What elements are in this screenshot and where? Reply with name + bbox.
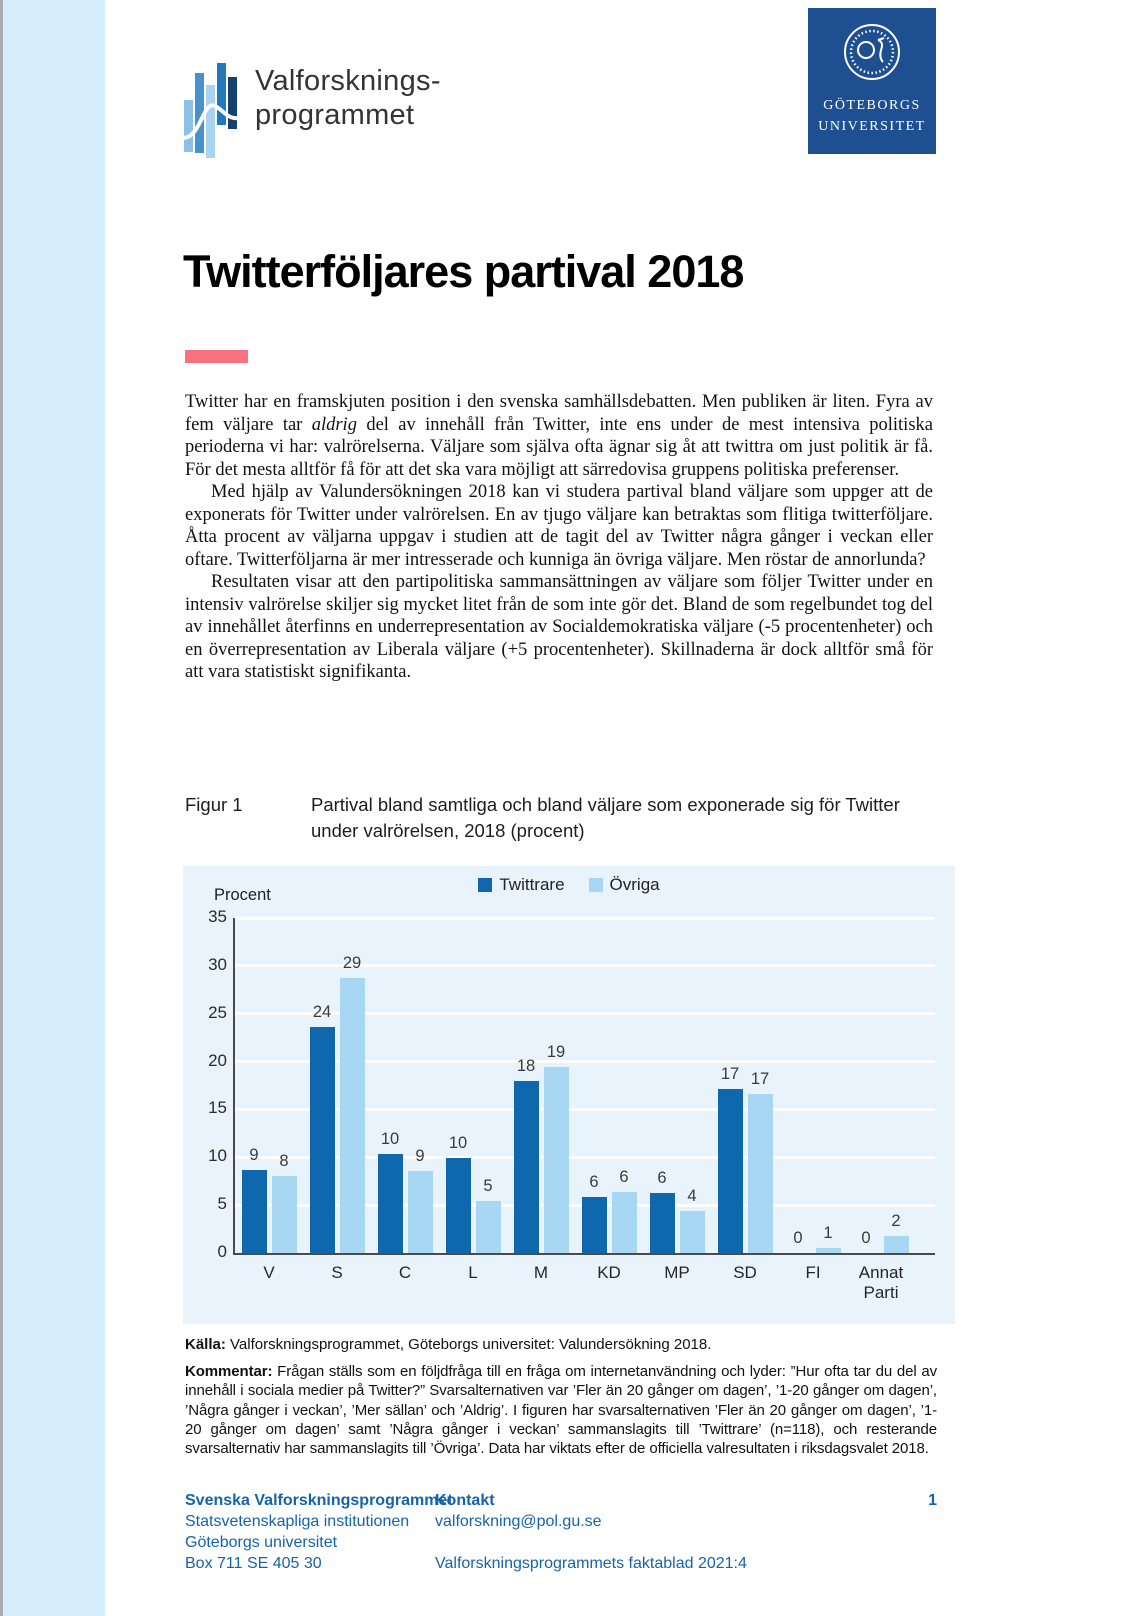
footer-org-university: Göteborgs universitet <box>185 1534 338 1551</box>
bar-twittrare-kd <box>582 1172 607 1253</box>
bar-groups <box>235 918 915 1253</box>
x-tick-kd: KD <box>597 1263 621 1282</box>
bar-övriga-kd <box>612 1167 637 1253</box>
y-tick-10: 10 <box>208 1146 227 1166</box>
bar-value-label: 24 <box>312 1003 332 1022</box>
bar-value-label: 19 <box>546 1043 566 1062</box>
x-tick-l: L <box>468 1263 478 1282</box>
bar-value-label: 17 <box>750 1070 770 1089</box>
bar-value-label: 2 <box>891 1211 901 1230</box>
comment-label: Kommentar: <box>185 1363 273 1380</box>
bar-value-label: 29 <box>342 954 362 973</box>
footer-organisation <box>185 1490 453 1574</box>
footer-contact-email[interactable]: valforskning@pol.gu.se <box>435 1513 602 1530</box>
bar-group-sd <box>711 918 779 1253</box>
paragraph-1-rest: del av innehåll från Twitter, inte ens under de mest intensiva politiska perioderna vi har: valrörelserna. Väljare som själva ofta ägnar sig åt att twittra om just politik är få. För det mesta alltför få för att det ska vara möjligt att särredovisa gruppens politiska preferenser. <box>185 414 933 480</box>
x-axis-line <box>233 1253 935 1255</box>
bar-övriga-c <box>408 1146 433 1253</box>
footer-spacer <box>435 1532 901 1553</box>
bar-chart-logo-icon <box>183 60 241 164</box>
bar-övriga-m <box>544 1043 569 1253</box>
footer-org-dept: Statsvetenskapliga institutionen <box>185 1513 410 1530</box>
comment-note <box>185 1362 937 1458</box>
page-title: Twitterföljares partival 2018 <box>183 246 744 297</box>
chart-legend <box>183 875 955 895</box>
y-tick-30: 30 <box>208 954 227 974</box>
university-name-line1: GÖTEBORGS <box>823 98 921 113</box>
bar-group-l <box>439 918 507 1253</box>
paragraph-1-italic: aldrig <box>311 414 357 435</box>
paragraph-2: Med hjälp av Valundersökningen 2018 kan vi studera partival bland väljare som uppger att de exponerats för Twitter under valrörelsen. En av tjugo väljare kan betraktas som flitiga twitterföljare. Åtta procent av väljarna uppgav i studien att de tagit del av Twitter några gånger i veckan eller oftare. Twitterföljarna är mer intresserade och kunniga än övriga väljare. Men röstar de annorlunda? <box>185 482 933 570</box>
article-body <box>185 391 933 684</box>
figure-label: Figur 1 <box>185 794 243 815</box>
paragraph-1-text: Twitter har en framskjuten position i den svenska samhällsdebatten. Men publiken är liten. Fyra av fem väljare tar <box>185 392 933 435</box>
bar-value-label: 6 <box>619 1167 629 1186</box>
x-tick-fi: FI <box>805 1263 821 1282</box>
page-left-margin-strip <box>0 0 105 1616</box>
bar-group-mp <box>643 918 711 1253</box>
footer-contact-label: Kontakt <box>435 1492 495 1509</box>
bar-övriga-l <box>476 1177 501 1253</box>
legend-item-övriga <box>589 875 660 895</box>
page-footer <box>185 1490 937 1574</box>
footer-org-address: Box 711 SE 405 30 <box>185 1555 322 1572</box>
brand-name-line2: programmet <box>255 99 415 131</box>
x-tick-m: M <box>533 1263 549 1282</box>
bar-övriga-sd <box>748 1070 773 1253</box>
university-seal-icon <box>808 8 936 86</box>
bar-group-annat-parti <box>847 918 915 1253</box>
source-note <box>185 1336 937 1353</box>
legend-swatch-icon <box>589 878 603 892</box>
bar-group-fi <box>779 918 847 1253</box>
bar-twittrare-l <box>446 1134 471 1253</box>
y-tick-5: 5 <box>217 1194 227 1214</box>
bar-övriga-mp <box>680 1186 705 1253</box>
bar-övriga-annat-parti <box>884 1211 909 1253</box>
comment-text: Frågan ställs som en följdfråga till en fråga om internetanvändning och lyder: ”Hur ofta tar du del av innehåll i sociala medier på Twitter?” Svarsalternativen var ’Fler än 20 gånger om dagen’, ’1-20 gånger om dagen’, ’Några gånger i veckan’, ’Mer sällan’ och ’Aldrig’. I figuren har svarsalternativen ’Fler än 20 gånger om dagen’, ’1-20 gånger om dagen’ samt ’Några gånger i veckan’ sammanslagits till ’Twittrare’ (n=118), och resterande svarsalternativ har sammanslagits till ’Övriga’. Data har viktats efter de officiella valresultaten i riksdagsvalet 2018. <box>185 1363 937 1458</box>
bar-value-label: 10 <box>448 1134 468 1153</box>
x-tick-s: S <box>331 1263 343 1282</box>
bar-value-label: 6 <box>589 1172 599 1191</box>
bar-value-label: 8 <box>279 1152 289 1171</box>
bar-value-label: 18 <box>516 1056 536 1075</box>
bar-twittrare-sd <box>718 1065 743 1253</box>
bar-twittrare-s <box>310 1003 335 1253</box>
valforskningsprogrammet-logo <box>183 60 441 164</box>
bar-twittrare-v <box>242 1145 267 1253</box>
bar-övriga-fi <box>816 1224 841 1253</box>
bar-twittrare-mp <box>650 1168 675 1253</box>
paragraph-3: Resultaten visar att den partipolitiska sammansättningen av väljare som följer Twitter under en intensiv valrörelse skiljer sig mycket litet från de som inte gör det. Bland de som regelbundet tog del av innehållet återfinns en underrepresentation av Socialdemokratiska väljare (-5 procentenheter) och en överrepresentation av Liberala väljare (+5 procentenheter). Skillnaderna är dock alltför små för att vara statistiskt signifikanta. <box>185 572 933 682</box>
paragraph-1 <box>185 391 933 481</box>
y-tick-0: 0 <box>217 1242 227 1261</box>
university-name-line2: UNIVERSITET <box>818 119 926 134</box>
x-axis-labels <box>235 1263 915 1303</box>
bar-twittrare-c <box>378 1130 403 1253</box>
bar-group-s <box>303 918 371 1253</box>
bar-value-label: 4 <box>687 1186 697 1205</box>
bar-group-kd <box>575 918 643 1253</box>
x-tick-mp: MP <box>664 1263 690 1282</box>
title-accent-rule <box>185 350 248 363</box>
y-axis-title: Procent <box>214 886 271 904</box>
bar-övriga-s <box>340 954 365 1253</box>
bar-group-m <box>507 918 575 1253</box>
bar-value-label: 10 <box>380 1130 400 1149</box>
figure-1-bar-chart <box>183 866 955 1324</box>
bar-value-label: 0 <box>793 1229 803 1247</box>
footer-org-name: Svenska Valforskningsprogrammet <box>185 1492 453 1509</box>
y-tick-20: 20 <box>208 1050 227 1070</box>
bar-group-v <box>235 918 303 1253</box>
footer-publication: Valforskningsprogrammets faktablad 2021:4 <box>435 1555 747 1572</box>
x-tick-v: V <box>263 1263 275 1282</box>
source-text: Valforskningsprogrammet, Göteborgs universitet: Valundersökning 2018. <box>225 1336 712 1353</box>
legend-label: Övriga <box>609 875 660 894</box>
brand-name-line1: Valforsknings- <box>255 65 441 97</box>
gothenburg-university-logo <box>808 8 936 154</box>
y-tick-15: 15 <box>208 1098 227 1118</box>
x-tick-sd: SD <box>733 1263 757 1282</box>
x-tick-c: C <box>398 1263 412 1282</box>
bar-value-label: 9 <box>415 1146 425 1165</box>
source-label: Källa: <box>185 1336 226 1353</box>
page-number: 1 <box>928 1492 937 1509</box>
x-tick-annat-parti: Annat Parti <box>858 1263 904 1302</box>
y-tick-35: 35 <box>208 907 227 926</box>
figure-caption: Partival bland samtliga och bland väljare som exponerade sig för Twitter under valrörelsen, 2018 (procent) <box>311 794 900 841</box>
y-tick-25: 25 <box>208 1002 227 1022</box>
bar-value-label: 5 <box>483 1177 493 1196</box>
bar-övriga-v <box>272 1152 297 1253</box>
bar-value-label: 17 <box>720 1065 740 1084</box>
figure-caption-row <box>185 792 935 844</box>
y-axis-labels <box>189 907 227 1261</box>
footer-contact <box>435 1490 901 1574</box>
bar-value-label: 1 <box>823 1224 833 1243</box>
bar-value-label: 9 <box>249 1145 259 1164</box>
legend-label: Twittrare <box>499 875 565 894</box>
bar-value-label: 6 <box>657 1168 667 1187</box>
bar-twittrare-m <box>514 1056 539 1253</box>
legend-swatch-icon <box>478 878 492 892</box>
legend-item-twittrare <box>478 875 564 895</box>
bar-value-label: 0 <box>861 1229 871 1247</box>
bar-group-c <box>371 918 439 1253</box>
